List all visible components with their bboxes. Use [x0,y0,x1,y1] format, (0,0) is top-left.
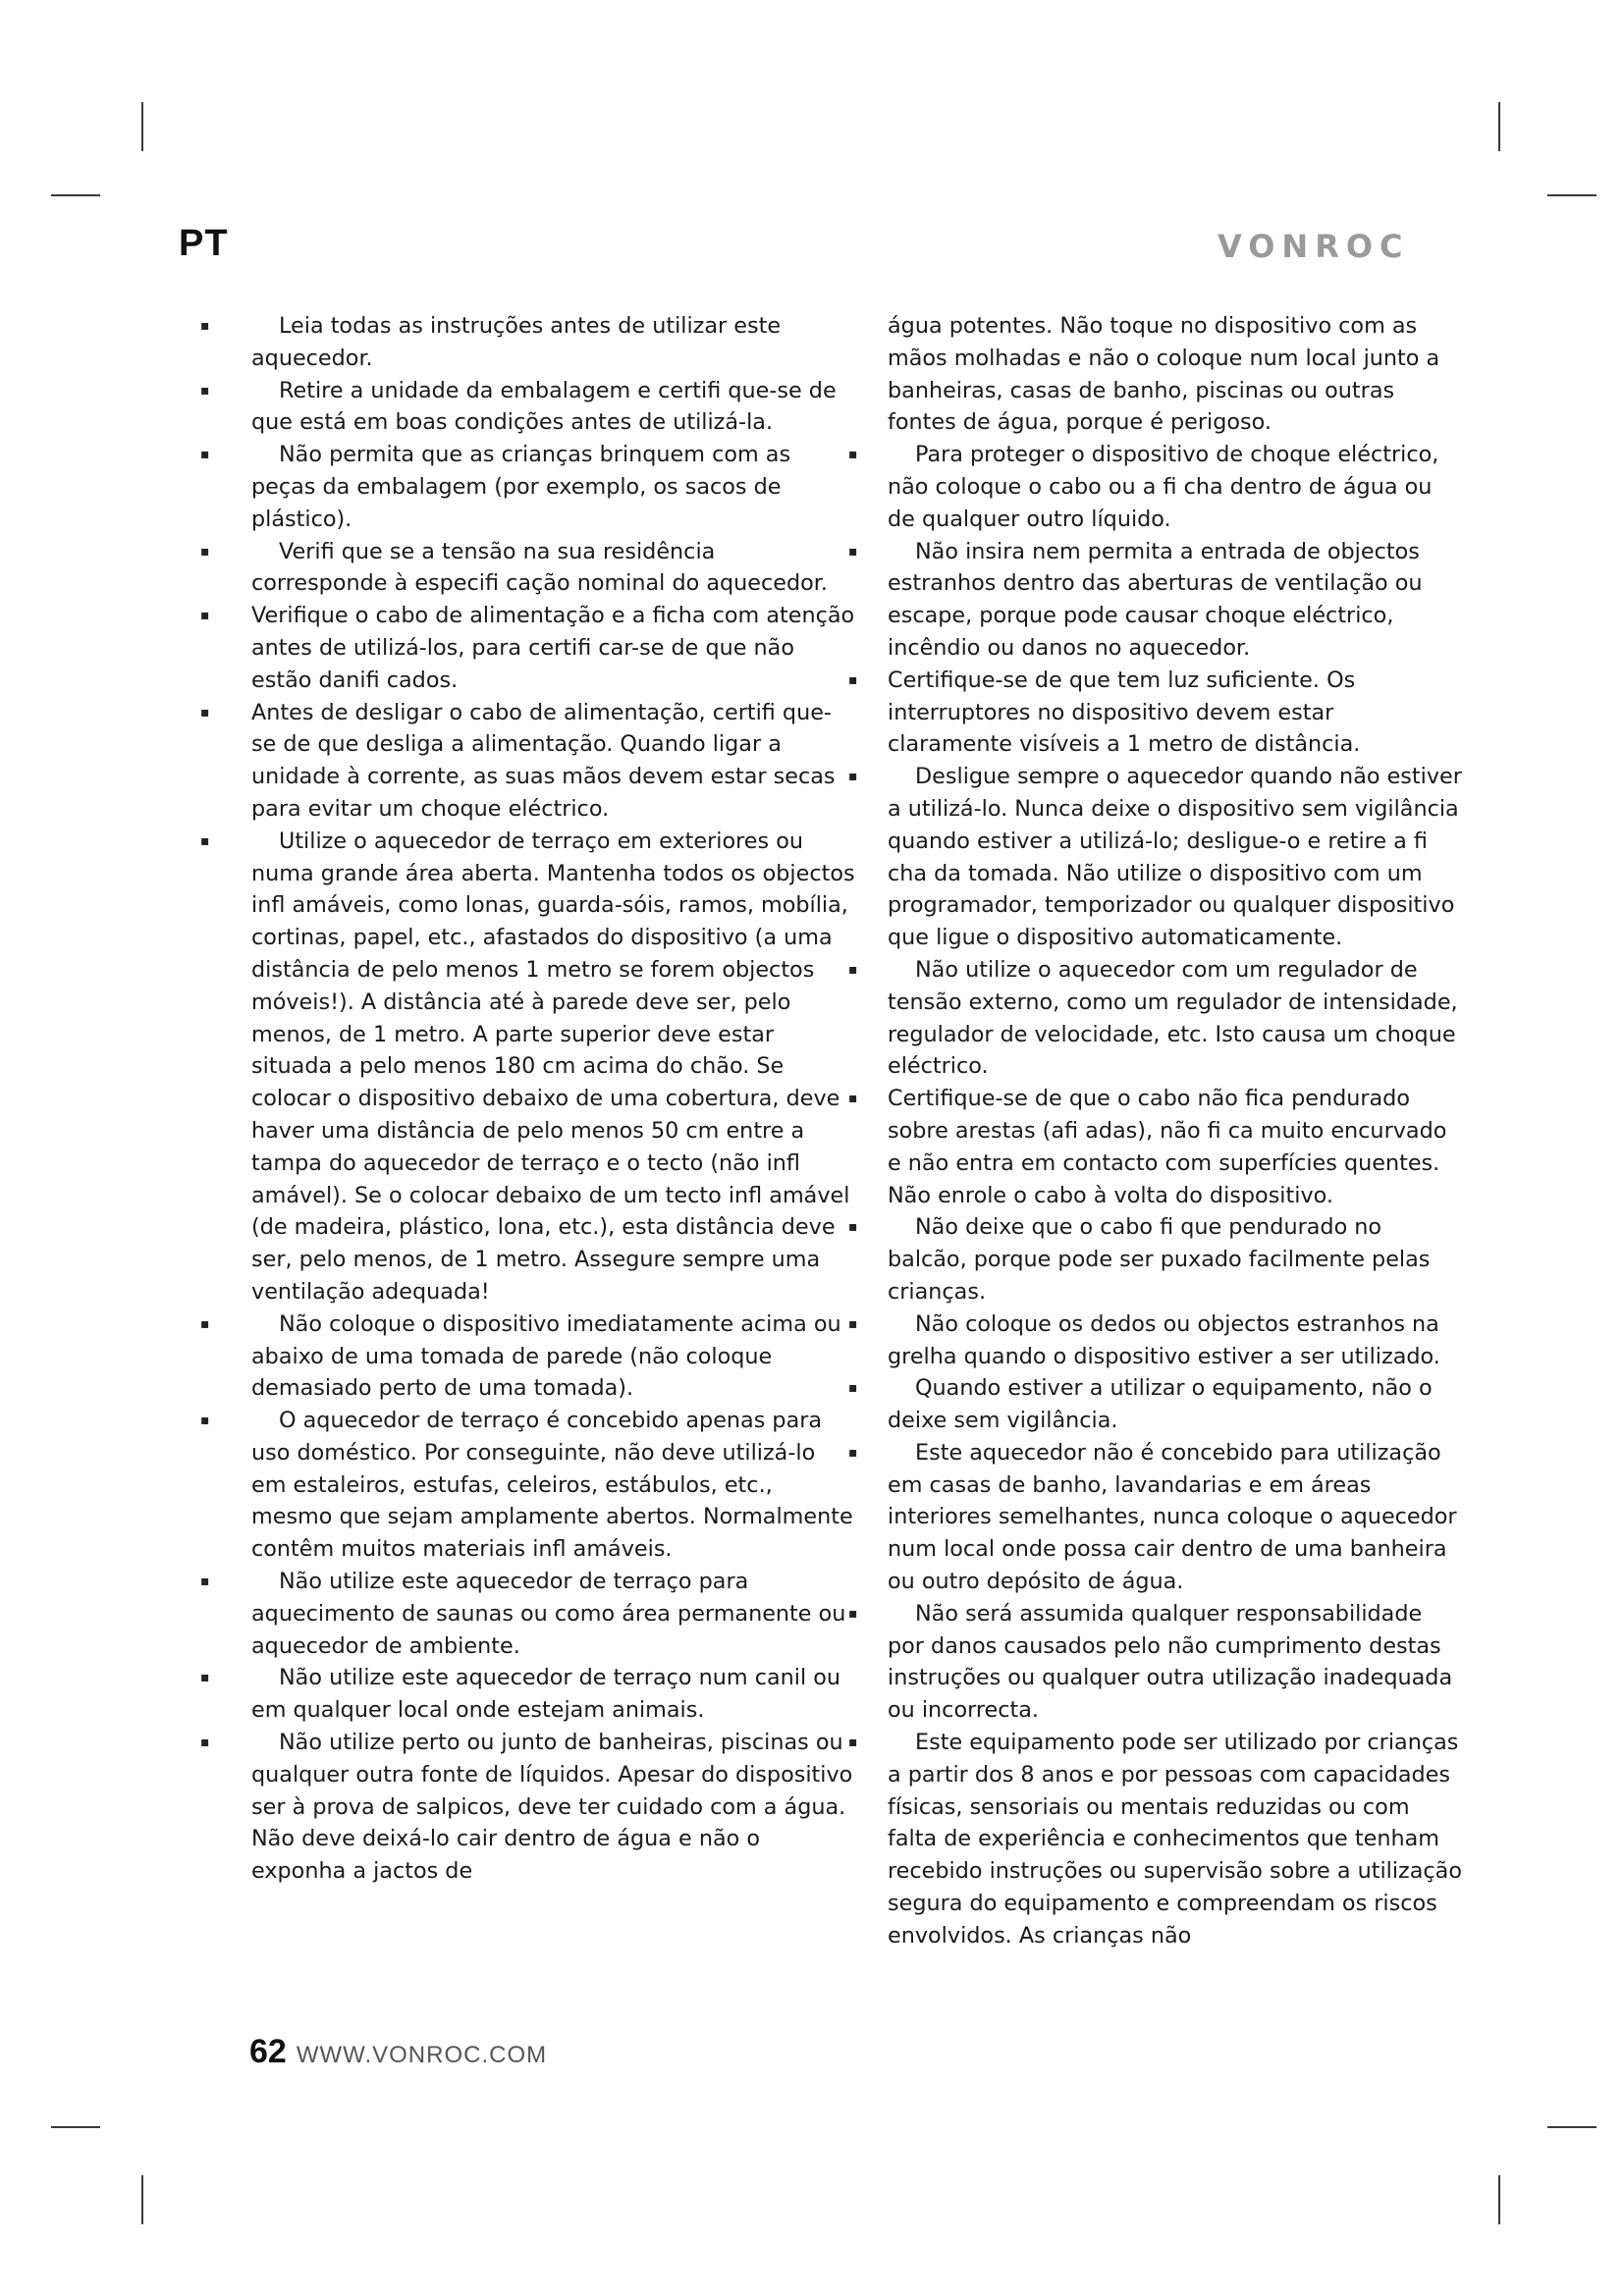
list-item: ▪ Quando estiver a utilizar o equipamento, não o deixe sem vigilância. [888,1372,1465,1437]
list-item: ▪ Desligue sempre o aquecedor quando não estiver a utilizá-lo. Nunca deixe o dispositivo sem vigilância quando estiver a utilizá-lo; desligue-o e retire a fi cha da tomada. Não utilize o dispositivo com um programador, temporizador ou qualquer dispositivo que ligue o dispositivo automaticamente. [888,761,1465,954]
list-item: ▪ Retire a unidade da embalagem e certifi que-se de que está em boas condições antes de utilizá-la. [251,375,856,440]
list-item: ▪ Não utilize o aquecedor com um regulador de tensão externo, como um regulador de intensidade, regulador de velocidade, etc. Isto causa um choque eléctrico. [888,954,1465,1083]
list-item: ▪ Para proteger o dispositivo de choque eléctrico, não coloque o cabo ou a fi cha dentro de água ou de qualquer outro líquido. [888,439,1465,535]
page-number: 62 [249,2033,287,2070]
crop-mark [1547,194,1597,196]
brand-logo: VONROC [1218,228,1410,265]
list-item: ▪ Utilize o aquecedor de terraço em exteriores ou numa grande área aberta. Mantenha todos os objectos infl amáveis, como lonas, guarda-sóis, ramos, mobília, cortinas, papel, etc., afastados do dispositivo (a uma distância de pelo menos 1 metro se forem objectos móveis!). A distância até à parede deve ser, pelo menos, de 1 metro. A parte superior deve estar situada a pelo menos 180 cm acima do chão. Se colocar o dispositivo debaixo de uma cobertura, deve haver uma distância de pelo menos 50 cm entre a tampa do aquecedor de terraço e o tecto (não infl amável). Se o colocar debaixo de um tecto infl amável (de madeira, plástico, lona, etc.), esta distância deve ser, pelo menos, de 1 metro. Assegure sempre uma ventilação adequada! [251,826,856,1308]
crop-mark [51,194,100,196]
crop-mark [141,2175,143,2224]
list-item: ▪ Leia todas as instruções antes de utilizar este aquecedor. [251,310,856,375]
crop-mark [1547,2126,1597,2128]
language-code: PT [179,223,229,264]
right-column [888,310,1465,1952]
list-item: ▪ Não insira nem permita a entrada de objectos estranhos dentro das aberturas de ventilação ou escape, porque pode causar choque eléctrico, incêndio ou danos no aquecedor. [888,536,1465,665]
crop-mark [1498,2175,1500,2224]
list-item: ▪ Certifique-se de que tem luz suficiente. Os interruptores no dispositivo devem estar claramente visíveis a 1 metro de distância. [888,665,1465,761]
list-item: ▪ Este aquecedor não é concebido para utilização em casas de banho, lavandarias e em áreas interiores semelhantes, nunca coloque o aquecedor num local onde possa cair dentro de uma banheira ou outro depósito de água. [888,1437,1465,1598]
list-item: ▪ Não utilize este aquecedor de terraço para aquecimento de saunas ou como área permanente ou aquecedor de ambiente. [251,1566,856,1662]
left-column [251,310,856,1888]
list-item: ▪ Este equipamento pode ser utilizado por crianças a partir dos 8 anos e por pessoas com capacidades físicas, sensoriais ou mentais reduzidas ou com falta de experiência e conhecimentos que tenham recebido instruções ou supervisão sobre a utilização segura do equipamento e compreendam os riscos envolvidos. As crianças não [888,1727,1465,1952]
list-item: ▪ Não utilize este aquecedor de terraço num canil ou em qualquer local onde estejam animais. [251,1662,856,1727]
crop-mark [51,2126,100,2128]
list-item: ▪ Verifique o cabo de alimentação e a ficha com atenção antes de utilizá-los, para certifi car-se de que não estão danifi cados. [251,600,856,696]
list-item: ▪ Não permita que as crianças brinquem com as peças da embalagem (por exemplo, os sacos de plástico). [251,439,856,535]
continued-paragraph: água potentes. Não toque no dispositivo com as mãos molhadas e não o coloque num local junto a banheiras, casas de banho, piscinas ou outras fontes de água, porque é perigoso. [888,313,1440,436]
list-item: ▪ Não será assumida qualquer responsabilidade por danos causados pelo não cumprimento destas instruções ou qualquer outra utilização inadequada ou incorrecta. [888,1598,1465,1727]
website-link[interactable]: WWW.VONROC.COM [296,2042,548,2068]
list-item: ▪ Não coloque os dedos ou objectos estranhos na grelha quando o dispositivo estiver a ser utilizado. [888,1308,1465,1373]
crop-mark [1498,102,1500,151]
list-item: ▪ Não deixe que o cabo fi que pendurado no balcão, porque pode ser puxado facilmente pelas crianças. [888,1211,1465,1308]
list-item: ▪ Verifi que se a tensão na sua residência corresponde à especifi cação nominal do aquecedor. [251,536,856,601]
list-item: ▪ Não coloque o dispositivo imediatamente acima ou abaixo de uma tomada de parede (não coloque demasiado perto de uma tomada). [251,1308,856,1405]
crop-mark [141,102,143,151]
list-item: ▪ Antes de desligar o cabo de alimentação, certifi que-se de que desliga a alimentação. Quando ligar a unidade à corrente, as suas mãos devem estar secas para evitar um choque eléctrico. [251,697,856,826]
list-item: ▪ Certifique-se de que o cabo não fica pendurado sobre arestas (afi adas), não fi ca muito encurvado e não entra em contacto com superfícies quentes. Não enrole o cabo à volta do dispositivo. [888,1083,1465,1211]
list-item: ▪ Não utilize perto ou junto de banheiras, piscinas ou qualquer outra fonte de líquidos. Apesar do dispositivo ser à prova de salpicos, deve ter cuidado com a água. Não deve deixá-lo cair dentro de água e não o exponha a jactos de [251,1727,856,1888]
list-item: ▪ O aquecedor de terraço é concebido apenas para uso doméstico. Por conseguinte, não deve utilizá-lo em estaleiros, estufas, celeiros, estábulos, etc., mesmo que sejam amplamente abertos. Normalmente contêm muitos materiais infl amáveis. [251,1405,856,1566]
page-footer [249,2033,547,2071]
